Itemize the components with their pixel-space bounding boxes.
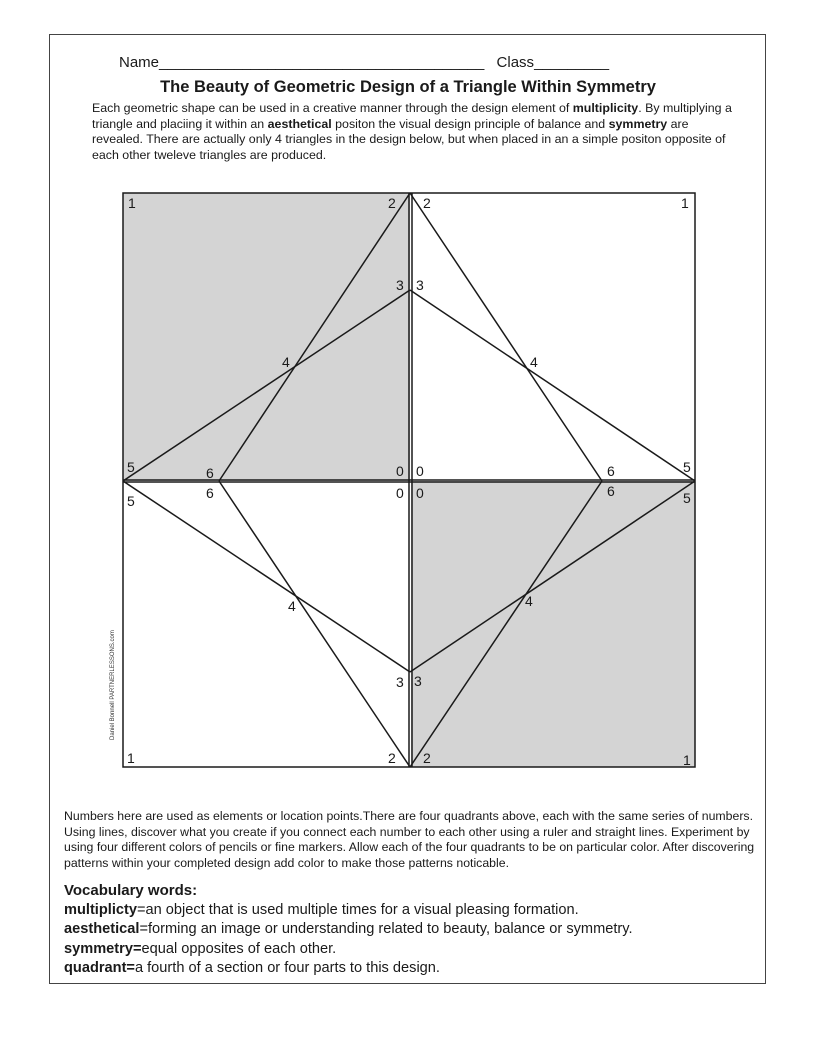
label-q4-2: 2 [423, 750, 431, 766]
vocab-definition: equal opposites of each other. [141, 940, 337, 957]
class-label: Class [496, 54, 535, 71]
label-q4-6: 6 [607, 483, 615, 499]
label-q1-1: 1 [128, 195, 136, 211]
label-q3-4: 4 [288, 598, 296, 614]
name-blank[interactable]: _______________________________________ [159, 54, 485, 71]
label-q3-6: 6 [206, 485, 214, 501]
label-q4-4: 4 [525, 593, 533, 609]
vocabulary-list [64, 901, 764, 978]
label-q4-3: 3 [414, 673, 422, 689]
page-title: The Beauty of Geometric Design of a Triangle Within Symmetry [160, 78, 656, 96]
intro-bold-aesthetical: aesthetical [267, 116, 332, 131]
label-q2-6: 6 [607, 463, 615, 479]
label-q1-0: 0 [396, 463, 404, 479]
label-q4-0: 0 [416, 485, 424, 501]
label-q1-4: 4 [282, 354, 290, 370]
label-q3-1: 1 [127, 750, 135, 766]
label-q4-5: 5 [683, 490, 691, 506]
intro-text-4: are revealed. There are actually only 4 triangles in the design below, but when placed in an a simple positon opposite of each other tweleve triangles are produced. [92, 116, 726, 162]
label-q2-0: 0 [416, 463, 424, 479]
label-q1-2: 2 [388, 195, 396, 211]
triangle-b-left-side [219, 481, 410, 767]
label-q1-3: 3 [396, 277, 404, 293]
triangle-c-lower-side [123, 481, 410, 672]
vocab-definition: =an object that is used multiple times for a visual pleasing formation. [136, 902, 579, 918]
name-label: Name [119, 54, 160, 71]
vocab-term: symmetry= [64, 940, 142, 957]
vocab-item-symmetry [64, 940, 764, 959]
artist-credit: Daniel Bonnell PARTNERLESSONS.com [110, 630, 116, 740]
shaded-quadrant-bottom-right [411, 481, 695, 767]
label-q1-6: 6 [206, 465, 214, 481]
label-q2-5: 5 [683, 459, 691, 475]
vocab-item-multiplicity [64, 901, 764, 920]
label-q3-5: 5 [127, 493, 135, 509]
intro-bold-symmetry: symmetry [608, 116, 668, 131]
triangle-a-right-side [410, 193, 602, 481]
vocab-definition: a fourth of a section or four parts to this design. [134, 959, 440, 976]
shaded-quadrant-top-left [123, 193, 410, 481]
vocab-item-quadrant [64, 959, 764, 978]
vocabulary-heading: Vocabulary words: [64, 882, 198, 899]
instructions-paragraph: Numbers here are used as elements or location points.There are four quadrants above, each with the same series of numbers. Using lines, discover what you create if you connect each number to each other using a ruler and straight lines. Experiment by using four different colors of pencils or fine markers. Allow each of the four quadrants to be on particular color. After discovering patterns within your completed design add color to make those patterns noticable. [64, 809, 755, 870]
vocab-term: aesthetical [64, 921, 140, 938]
intro-text-2: . By multiplying a triangle and placiing it within an [92, 101, 732, 131]
vocab-definition: =forming an image or understanding related to beauty, balance or symmetry. [139, 921, 633, 938]
label-q4-1: 1 [683, 752, 691, 768]
label-q2-4: 4 [530, 354, 538, 370]
label-q2-2: 2 [423, 195, 431, 211]
intro-text-1: Each geometric shape can be used in a creative manner through the design element of [92, 101, 573, 115]
intro-text-3: positon the visual design principle of balance and [331, 116, 609, 131]
label-q2-3: 3 [416, 277, 424, 293]
triangle-d-upper-side [410, 290, 695, 481]
intro-bold-multiplicity: multiplicity [572, 101, 639, 115]
vocab-term: quadrant= [64, 959, 135, 976]
vocab-term: multiplicty [64, 902, 137, 918]
class-blank[interactable]: _________ [534, 54, 610, 71]
label-q3-3: 3 [396, 674, 404, 690]
label-q1-5: 5 [127, 459, 135, 475]
label-q2-1: 1 [681, 195, 689, 211]
label-q3-2: 2 [388, 750, 396, 766]
vocab-item-aesthetical [64, 920, 764, 939]
label-q3-0: 0 [396, 485, 404, 501]
